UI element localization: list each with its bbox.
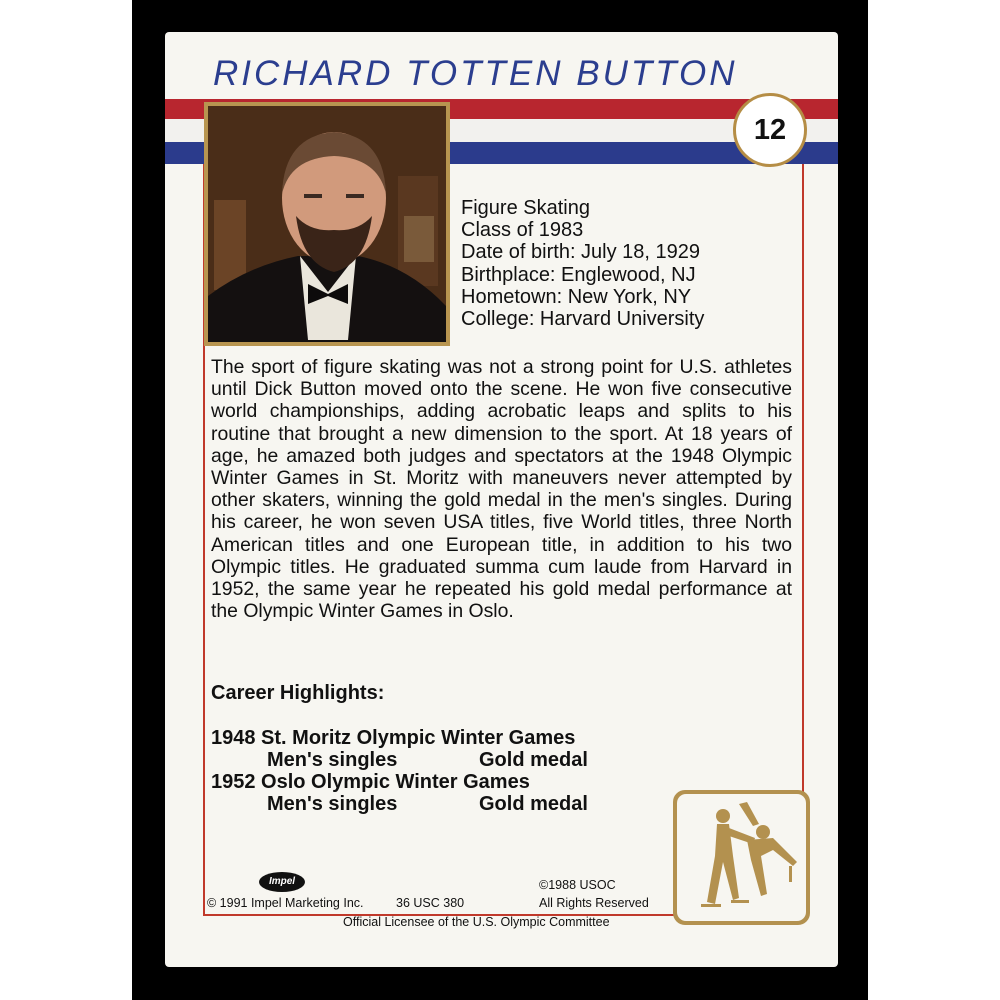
pairs-figure-skating-icon (677, 794, 806, 921)
highlight-result: Gold medal (479, 793, 588, 815)
bio-line: Date of birth: July 18, 1929 (461, 241, 701, 264)
bio-line: College: Harvard University (461, 308, 705, 331)
bio-line: Hometown: New York, NY (461, 285, 692, 308)
figure-skating-logo (673, 790, 810, 925)
highlight-event: Men's singles (267, 749, 398, 771)
bio-facts (461, 197, 781, 330)
highlight-result: Gold medal (479, 749, 588, 771)
athlete-photo (204, 102, 450, 346)
code-text: 36 USC 380 (396, 896, 465, 910)
copyright-text: © 1991 Impel Marketing Inc. (207, 896, 364, 910)
portrait-photo-icon (208, 106, 446, 342)
impel-logo: Impel (259, 872, 305, 892)
rights-text: All Rights Reserved (539, 896, 649, 910)
bio-line: Figure Skating (461, 197, 590, 219)
bio-line: Class of 1983 (461, 219, 584, 242)
highlight-event: Men's singles (267, 793, 398, 815)
highlight-games: 1952 Oslo Olympic Winter Games (211, 771, 530, 793)
career-highlights-heading: Career Highlights: (211, 682, 385, 704)
trading-card-back (165, 32, 838, 967)
biography-paragraph: The sport of figure skating was not a strong point for U.S. athletes until Dick Button moved onto the scene. He won five consecutive world championships, adding acrobatic leaps and splits to his routine that brought a new dimension to the sport. At 18 years of age, he amazed both judges and spectators at the 1948 Olympic Winter Games in St. Moritz with maneuvers never attempted by other skaters, winning the gold medal in the men's singles. During his career, he won seven USA titles, five World titles, three North American titles and one European title, in addition to his two Olympic titles. He graduated summa cum laude from Harvard in 1952, the same year he repeated his gold medal performance at the Olympic Winter Games in Oslo. (211, 356, 792, 623)
bio-line: Birthplace: Englewood, NJ (461, 263, 696, 286)
card-number-badge: 12 (733, 93, 807, 167)
usoc-copyright-text: ©1988 USOC (539, 878, 616, 892)
licensee-text: Official Licensee of the U.S. Olympic Committee (343, 915, 610, 929)
highlight-games: 1948 St. Moritz Olympic Winter Games (211, 727, 576, 749)
athlete-name: RICHARD TOTTEN BUTTON (213, 54, 738, 93)
